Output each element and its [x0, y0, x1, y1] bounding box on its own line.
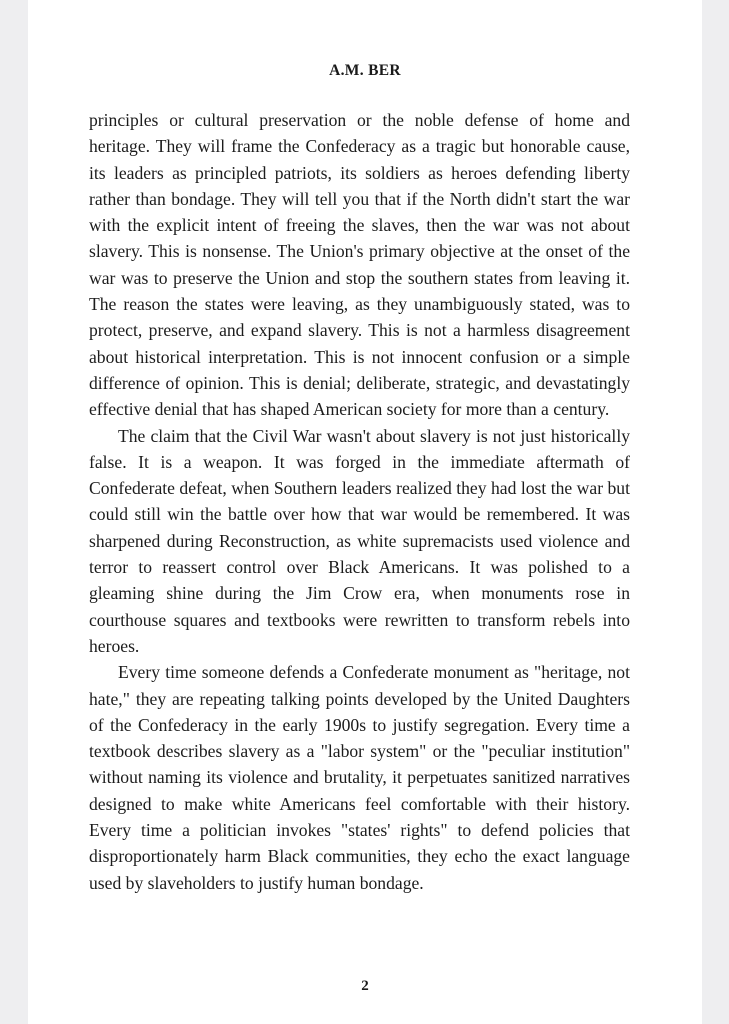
- paragraph: Every time someone defends a Confederate monument as "heritage, not hate," they are repeating talking points developed by the United Daughters of the Confederacy in the early 1900s to justify segregation. Every time a textbook describes slavery as a "labor system" or the "peculiar institution" without naming its violence and brutality, it perpetuates sanitized narratives designed to make white Americans feel comfortable with their history. Every time a politician invokes "states' rights" to defend policies that disproportionately harm Black communities, they echo the exact language used by slaveholders to justify human bondage.: [89, 662, 630, 893]
- paragraph: The claim that the Civil War wasn't about slavery is not just historically false. It is a weapon. It was forged in the immediate aftermath of Confederate defeat, when Southern leaders realized they had lost the war but could still win the battle over how that war would be remembered. It was sharpened during Reconstruction, as white supremacists used violence and terror to reassert control over Black Americans. It was polished to a gleaming shine during the Jim Crow era, when monuments rose in courthouse squares and textbooks were rewritten to transform rebels into heroes.: [89, 425, 630, 656]
- running-head-author: A.M. BER: [329, 62, 401, 79]
- body-text: [89, 107, 630, 896]
- book-page: [28, 0, 702, 1024]
- paragraph-continued: principles or cultural preservation or the noble defense of home and heritage. They will frame the Confederacy as a tragic but honorable cause, its leaders as principled patriots, its soldiers as heroes defending liberty rather than bondage. They will tell you that if the North didn't start the war with the explicit intent of freeing the slaves, then the war was not about slavery. This is nonsense. The Union's primary objective at the onset of the war was to preserve the Union and stop the southern states from leaving it. The reason the states were leaving, as they unambiguously stated, was to protect, preserve, and expand slavery. This is not a harmless disagreement about historical interpretation. This is not innocent confusion or a simple difference of opinion. This is denial; deliberate, strategic, and devastatingly effective denial that has shaped American society for more than a century.: [89, 110, 630, 420]
- page-number: 2: [361, 978, 369, 994]
